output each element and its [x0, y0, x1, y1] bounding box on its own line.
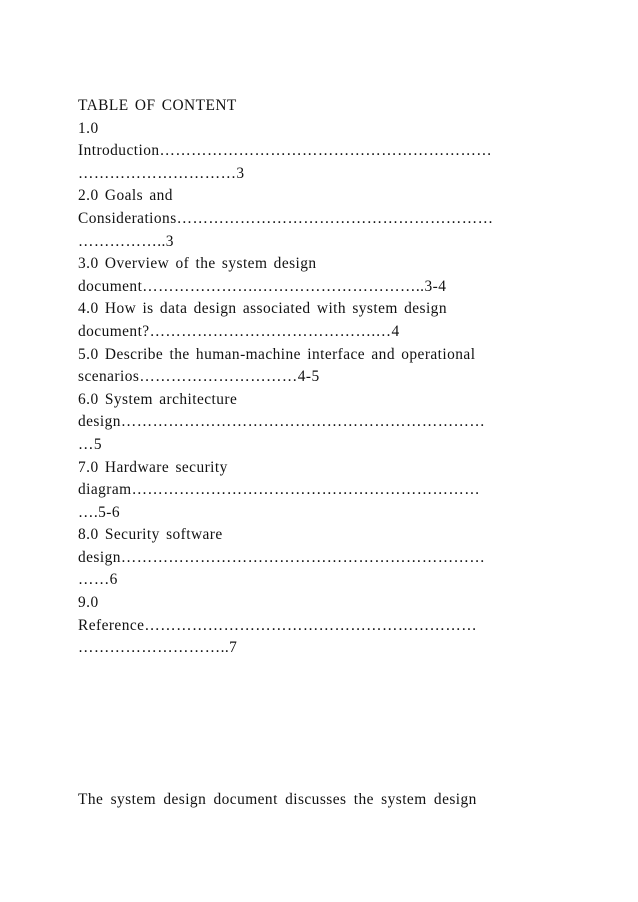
toc-line: 7.0 Hardware security — [78, 458, 228, 476]
toc-line: ……6 — [78, 571, 118, 589]
toc-line: 8.0 Security software — [78, 526, 223, 544]
toc-line: Reference……………………………………………………… — [78, 616, 478, 634]
toc-line: 9.0 — [78, 594, 99, 612]
toc-heading: TABLE OF CONTENT — [78, 97, 237, 114]
toc-line: scenarios…………………………4-5 — [78, 368, 320, 386]
toc-line: design…………………………………………………………… — [78, 548, 486, 566]
table-of-contents — [78, 95, 578, 660]
toc-line: 6.0 System architecture — [78, 390, 238, 408]
toc-line: 3.0 Overview of the system design — [78, 255, 317, 273]
toc-line: 1.0 — [78, 119, 99, 137]
toc-line: diagram………………………………………………………… — [78, 481, 481, 499]
toc-line: ….5-6 — [78, 503, 121, 521]
toc-line: document………………….…………………………..3-4 — [78, 277, 447, 295]
toc-line: 5.0 Describe the human-machine interface and operational — [78, 345, 476, 363]
toc-line: …………………………3 — [78, 164, 245, 182]
toc-line: Considerations…………………………………………………… — [78, 209, 494, 227]
toc-line: …5 — [78, 435, 102, 453]
toc-line: 2.0 Goals and — [78, 187, 173, 205]
toc-line: design…………………………………………………………… — [78, 413, 486, 431]
toc-line: ……………..3 — [78, 232, 174, 250]
toc-line: 4.0 How is data design associated with system design — [78, 300, 447, 318]
body-paragraph-line: The system design document discusses the system design — [78, 791, 477, 808]
toc-line: document?…………………………………….…4 — [78, 322, 400, 340]
toc-line: ………………………..7 — [78, 639, 238, 657]
toc-line: Introduction……………………………………………………… — [78, 142, 493, 160]
